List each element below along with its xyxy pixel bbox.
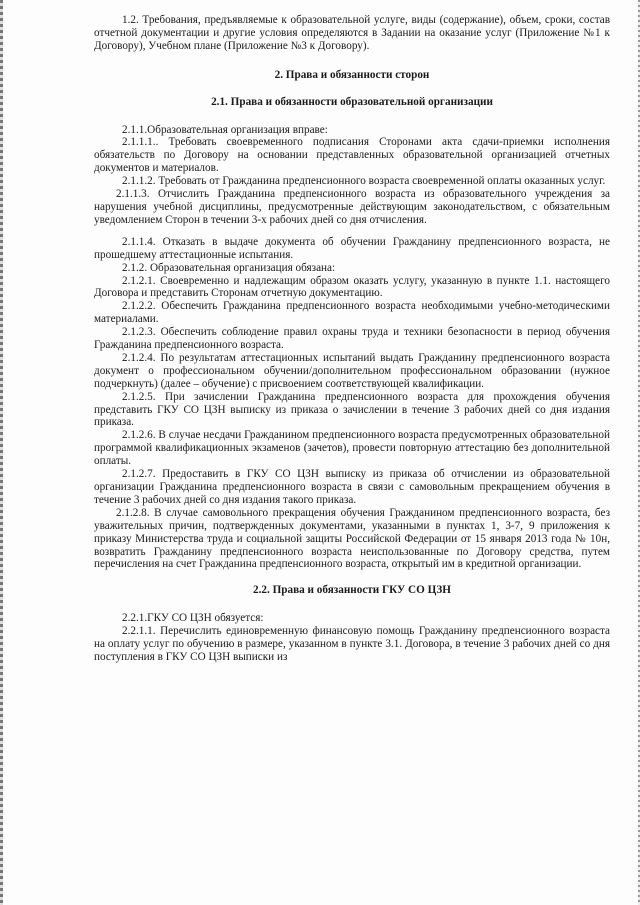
- clause-2-1-2-6: 2.1.2.6. В случае несдачи Гражданином предпенсионного возраста предусмотренных образовательной программой квалификационных экзаменов (зачетов), провести повторную аттестацию без дополнительной оплаты.: [94, 429, 610, 468]
- section-2-heading: 2. Права и обязанности сторон: [274, 68, 430, 81]
- clause-2-2-1-1: 2.2.1.1. Перечислить единовременную финансовую помощь Гражданину предпенсионного возраста на оплату услуг по обучению в размере, указанном в пункте 3.1. Договора, в течение 3 рабочих дней со дня поступления в ГКУ СО ЦЗН выписки из: [94, 625, 610, 663]
- clause-2-1-2: 2.1.2. Образовательная организация обязана:: [122, 261, 336, 274]
- clause-2-1-2-1: 2.1.2.1. Своевременно и надлежащим образом оказать услугу, указанную в пункте 1.1. настоящего Договора и представить Сторонам отчетную документацию.: [94, 274, 610, 300]
- clause-2-1-1-4: 2.1.1.4. Отказать в выдаче документа об обучении Гражданину предпенсионного возраста, не прошедшему аттестационные испытания.: [94, 235, 610, 261]
- clause-2-1-2-2: 2.1.2.2. Обеспечить Гражданина предпенсионного возраста необходимыми учебно-методическими материалами.: [94, 300, 610, 326]
- clause-2-1-1-2: 2.1.1.2. Требовать от Гражданина предпенсионного возраста своевременной оплаты оказанных услуг.: [122, 175, 606, 188]
- clause-2-1-1-1: 2.1.1.1.. Требовать своевременного подписания Сторонами акта сдачи-приемки исполнения обязательств по Договору на основании представленных образовательной организацией отчетных документов и материалов.: [94, 136, 610, 175]
- clause-2-1-2-7: 2.1.2.7. Предоставить в ГКУ СО ЦЗН выписку из приказа об отчислении из образовательной организации Гражданина предпенсионного возраста в связи с самовольным прекращением обучения в течение 3 рабочих дней со дня издания такого приказа.: [94, 468, 610, 506]
- section-2-2-heading: 2.2. Права и обязанности ГКУ СО ЦЗН: [253, 584, 451, 597]
- clause-2-1-1-3: 2.1.1.3. Отчислить Гражданина предпенсионного возраста из образовательного учреждения за нарушения учебной дисциплины, предусмотренные действующим законодательством, с обязательным уведомлением Сторон в течении 3-х рабочих дней со дня отчисления.: [94, 188, 610, 226]
- clause-2-1-2-8: 2.1.2.8. В случае самовольного прекращения обучения Гражданином предпенсионного возраста, без уважительных причин, подтвержденных документами, указанными в пунктах 1, 3-7, 9 приложения к приказу Министерства труда и социальной защиты Российской Федерации от 15 января 2013 года № 10н, возвратить Гражданину предпенсионного возраста неиспользованные по Договору средства, путем перечисления на счет Гражданина предпенсионного возраста, открытый им в кредитной организации.: [94, 506, 610, 571]
- clause-2-1-2-5: 2.1.2.5. При зачислении Гражданина предпенсионного возраста для прохождения обучения представить ГКУ СО ЦЗН выписку из приказа о зачислении в течение 3 рабочих дней со дня издания приказа.: [94, 390, 610, 429]
- clause-2-1-2-3: 2.1.2.3. Обеспечить соблюдение правил охраны труда и техники безопасности в период обучения Гражданина предпенсионного возраста.: [94, 326, 610, 352]
- section-2-1-heading: 2.1. Права и обязанности образовательной организации: [211, 95, 493, 108]
- clause-1-2: 1.2. Требования, предъявляемые к образовательной услуге, виды (содержание), объем, сроки, состав отчетной документации и другие условия определяются в Задании на оказание услуг (Приложение №1 к Договору), Учебном плане (Приложение №3 к Договору).: [94, 14, 610, 52]
- clause-2-1-1: 2.1.1.Образовательная организация вправе:: [122, 123, 328, 136]
- clause-2-2-1: 2.2.1.ГКУ СО ЦЗН обязуется:: [122, 612, 264, 625]
- clause-2-1-2-4: 2.1.2.4. По результатам аттестационных испытаний выдать Гражданину предпенсионного возраста документ о профессиональном обучении/дополнительном профессиональном образовании (нужное подчеркнуть) (далее – обучение) с присвоением соответствующей квалификации.: [94, 351, 610, 390]
